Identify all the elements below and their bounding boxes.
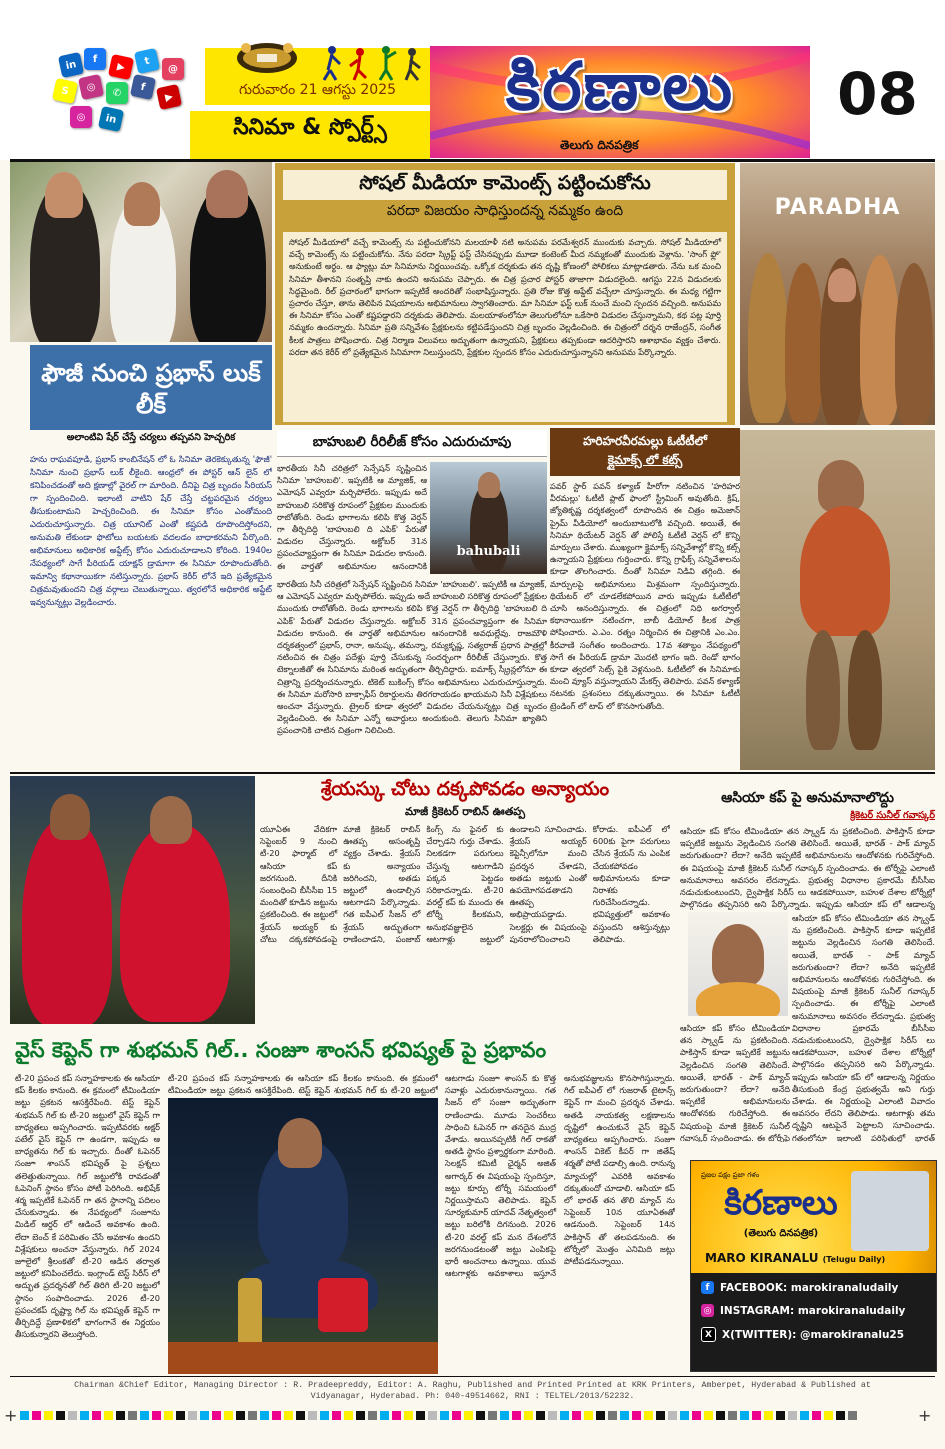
sports-emblem-icon — [232, 36, 302, 80]
color-swatch — [788, 1411, 797, 1420]
print-color-bar — [20, 1408, 925, 1422]
color-swatch — [152, 1411, 161, 1420]
x-twitter-icon: X — [701, 1327, 716, 1342]
social-cube-icon: t — [134, 48, 160, 74]
social-cube-icon: ◎ — [78, 74, 104, 100]
color-swatch — [752, 1411, 761, 1420]
color-swatch — [116, 1411, 125, 1420]
color-swatch — [164, 1411, 173, 1420]
color-swatch — [452, 1411, 461, 1420]
article-body-gill-left: టీ-20 ప్రపంచ కప్ సన్నాహకాలకు ఈ ఆసియా కప్ కీలకం కానుంది. ఈ క్రమంలో టీమిండియా జట్టు ప్రకటన ఆసక్తిరేపింది. టెస్ట్ కెప్టెన్ శుభమన్ గిల్ కు టీ-20 జట్టులో వైస్ కెప్టెన్ గా బాధ్యతలు అప్పగించారు. ఇప్పటివరకు అక్షర్ పటేల్ వైస్ కెప్టెన్ గా ఉండగా, ఇప్పుడు ఆ బాధ్యతను గిల్ కు ఇచ్చారు. దీంతో ఓపెనర్ సంజూ శాంసన్ భవిష్యత్ పై ప్రశ్నలు తలెత్తుతున్నాయి. గిల్ జట్టులోకి రావడంతో ఓపెనింగ్ స్థానం కోసం పోటీ పెరిగింది. అభిషేక్ శర్మ ఇప్పటికే ఓపెనర్ గా తన స్థానాన్ని పదిలం చేసుకున్నాడు. ఈ నేపథ్యంలో సంజూను మిడిల్ ఆర్డర్ లో ఆడించే అవకాశం ఉంది. లేదా బెంచ్ కే పరిమితం చేసే అవకాశం ఉందని విశ్లేషకులు అంచనా వేస్తున్నారు. గిల్ 2024 జూలైలో శ్రీలంకతో టీ-20 ఆడిన తర్వాత జట్టులో కనిపించలేదు. ఇంగ్లాండ్ టెస్ట్ సిరీస్ లో అద్భుత ప్రదర్శనతో గిల్ తిరిగి టీ-20 జట్టులో స్థానం సంపాదించాడు. 2026 టీ-20 ప్రపంచకప్ దృష్ట్యా గిల్ ను భవిష్యత్ కెప్టెన్ గా తీర్చిదిద్దే ప్రణాళికలో భాగంగానే ఈ నిర్ణయం తీసుకున్నారని తెలుస్తోంది. — [15, 1073, 160, 1340]
social-cube-icon: ▶ — [108, 54, 134, 80]
social-cube-icon: ◎ — [70, 106, 92, 128]
color-swatch — [284, 1411, 293, 1420]
color-swatch — [20, 1411, 29, 1420]
social-cube-icon: ▶ — [156, 84, 182, 110]
page-number: 08 — [837, 60, 918, 128]
article-body-gill-top: టీ-20 ప్రపంచ కప్ సన్నాహకాలకు ఈ ఆసియా కప్ కీలకం కానుంది. ఈ క్రమంలో టీమిండియా జట్టు ప్రకటన ఆసక్తిరేపింది. టెస్ట్ కెప్టెన్ శుభమన్ గిల్ కు టీ-20 జట్టులో — [168, 1073, 438, 1096]
color-swatch — [248, 1411, 257, 1420]
social-cube-icon: in — [98, 106, 124, 132]
article-body-social: సోషల్ మీడియాలో వచ్చే కామెంట్స్ ను పట్టించుకోనని మలయాళీ నటి అనుపమ పరమేశ్వరన్ ముందుకు వచ్చారు. సోషల్ మీడియాలో వచ్చే కామెంట్స్ ను పట్టించుకోను. నేను పరదా స్క్రిప్ట్ ఫస్ట్ చేసినప్పుడు మూడా కంటెంట్ మీద నమ్మకంతో ముందుకు వెళ్లాను. 'సాంగ్ ఫ్లో' అనుకుంటే అర్థం. ఆ ఫ్యాట్లు మా సినిమాను నిర్ణయించవు. ఒక్కోక దర్శకుడు తన దృష్టి కోణంలో పోలికలు మాట్లాడతారు. నేను ఒక మంచి సినిమా తీశానని సంతృప్తి నాకు ఉందని అనుపమ చెప్పారు. ఈ చిత్ర ప్రచార పోస్టర్ తాజాగా విడుదలైంది. ఆగస్టు 22న విడుదలకు సిద్ధమైంది. రీల్ ప్రచారంలో భాగంగా ఇప్పటికే అందరితో సంభాషిస్తున్నారు. ప్రతి రోజు కొత్త అప్డేట్ వచ్చేలా చూస్తున్నారు. ఈ మధ్య గట్టిగా ప్రచారం చేస్తూ, తాను తెలిపిన విషయాలను అభిమానులు స్వాగతించారు. మా సినిమా ఫస్ట్ లుక్ నుంచే మంచి స్పందన వచ్చింది. అనుపమ ఈ సినిమా కోసం ఎంతో కష్టపడ్డారని దర్శకుడు తెలిపారు. మలయాళంలోనూ తెలుగులోనూ ఒకేసారి విడుదల చేస్తున్నామని, కథ పట్ల పూర్తి నమ్మకం ఉందన్నారు. సినిమా ప్రతి సన్నివేశం ప్రేక్షకులను కట్టిపడేస్తుందని చిత్ర బృందం వెల్లడించింది. ఈ చిత్రంలో దర్శన రాజేంద్రన్, సంగీత కీలక పాత్రలు పోషించారు. చిత్ర నిర్మాణ విలువలు అద్భుతంగా ఉన్నాయని, ప్రేక్షకులు తప్పకుండా ఆదరిస్తారని ఆశాభావం వ్యక్తం చేశారు. పరదా తన కెరీర్ లో ప్రత్యేకమైన సినిమాగా నిలుస్తుందని, ప్రేక్షకుల స్పందన కోసం ఎదురుచూస్తున్నానని అనుపమ పేర్కొన్నారు. — [283, 232, 727, 422]
imprint-line-2: Vidyanagar, Hyderabad. Ph: 040-49514662, RNI : TELTEL/2013/52232. — [310, 1392, 635, 1401]
color-swatch — [392, 1411, 401, 1420]
ad-instagram-row[interactable] — [701, 1304, 926, 1317]
color-swatch — [572, 1411, 581, 1420]
color-swatch — [140, 1411, 149, 1420]
color-swatch — [320, 1411, 329, 1420]
social-media-cubes-graphic — [50, 46, 200, 156]
color-swatch — [296, 1411, 305, 1420]
color-swatch — [608, 1411, 617, 1420]
color-swatch — [332, 1411, 341, 1420]
article-body-gill-right: ఆటగాడు సంజూ శాంసన్ కు కొత్త సవాళ్లు ఎదురుకానున్నాయి. గత సీజన్ లో సంజూ అద్భుతంగా రాణించాడు. మూడు సెంచరీలు సాధించి ఓపెనర్ గా తనదైన ముద్ర వేశాడు. అయినప్పటికీ గిల్ రాకతో అతడి స్థానం ప్రశ్నార్థకంగా మారింది. సెలక్షన్ కమిటీ ఛైర్మన్ అజిత్ అగార్కర్ ఈ విషయంపై స్పందిస్తూ, జట్టు కూర్పు టోర్నీ సమయంలో నిర్ణయిస్తామని తెలిపాడు. కెప్టెన్ సూర్యకుమార్ యాదవ్ నేతృత్వంలో జట్టు బరిలోకి దిగనుంది. 2026 టీ-20 వరల్డ్ కప్ మన దేశంలోనే జరగనుండటంతో జట్టు ఎంపికపై భారీ అంచనాలు ఉన్నాయి. యువ ఆటగాళ్లకు అవకాశాలు ఇస్తూనే అనుభవజ్ఞులను కొనసాగిస్తున్నారు. గిల్ ఐపీఎల్ లో గుజరాత్ టైటాన్స్ కెప్టెన్ గా మంచి ప్రదర్శన చేశాడు. అతడి నాయకత్వ లక్షణాలను దృష్టిలో ఉంచుకునే వైస్ కెప్టెన్ బాధ్యతలు అప్పగించారు. సంజూ శాంసన్ వికెట్ కీపర్ గా జితేష్ శర్మతో పోటీ పడాల్సి ఉంది. రానున్న మ్యాచుల్లో ఎవరికి అవకాశం దక్కుతుందో చూడాలి. ఆసియా కప్ లో భారత్ తన తొలి మ్యాచ్ ను సెప్టెంబర్ 10న యూఏఈతో ఆడనుంది. సెప్టెంబర్ 14న పాకిస్తాన్ తో తలపడనుంది. ఈ టోర్నీలో మొత్తం ఎనిమిది జట్లు పోటీపడనున్నాయి. — [445, 1073, 675, 1279]
color-swatch — [128, 1411, 137, 1420]
instagram-icon: ◎ — [701, 1304, 714, 1317]
kicker-prabhas: అలాంటివి షేర్ చేస్తే చర్యలు తప్పవని హెచ్చరిక — [66, 432, 236, 443]
ad-masthead-sub: (తెలుగు దినపత్రిక) — [743, 1228, 819, 1239]
section-title: సినిమా & స్పోర్ట్స్ — [233, 115, 387, 140]
ad-facebook-row[interactable] — [701, 1281, 926, 1294]
ad-name-text: MARO KIRANALU — [705, 1251, 819, 1265]
social-cube-icon: ✆ — [106, 82, 128, 104]
color-swatch — [188, 1411, 197, 1420]
color-swatch — [236, 1411, 245, 1420]
masthead-tagline: తెలుగు దినపత్రిక — [560, 138, 639, 152]
gill-trophy-photo — [168, 1098, 438, 1374]
baahubali-poster — [430, 462, 547, 574]
color-swatch — [560, 1411, 569, 1420]
photo-three-men — [10, 162, 272, 342]
headline-prabhas-look-leak: ఫౌజీ నుంచి ప్రభాస్ లుక్ లీక్ — [41, 359, 261, 419]
color-swatch — [356, 1411, 365, 1420]
article-body-baahubali-top: భారతీయ సినీ చరిత్రలో సెన్సేషన్ సృష్టించిన సినిమా 'బాహుబలి'. ఇప్పటికీ ఆ మ్యాజిక్, ఆ ఎమోషన్ ఎవ్వరూ మర్చిపోలేరు. ఇప్పుడు అదే బాహుబలి సరికొత్త రూపంలో ప్రేక్షకుల ముందుకు రాబోతోంది. రెండు భాగాలను కలిపి కొత్త వెర్షన్ గా తీర్చిదిద్ది 'బాహుబలి ది ఎపిక్' పేరుతో విడుదల చేస్తున్నారు. అక్టోబర్ 31న ప్రపంచవ్యాప్తంగా ఈ సినిమా విడుదల కానుంది. ఈ వార్తతో అభిమానుల ఆనందానికి — [277, 463, 427, 571]
footer-rule — [10, 1376, 935, 1377]
color-swatch — [836, 1411, 845, 1420]
headline-shreyas: శ్రేయస్కు చోటు దక్కపోవడం అన్యాయం — [320, 778, 610, 800]
ad-name-sub: (Telugu Daily) — [822, 1255, 886, 1264]
section-divider — [10, 772, 935, 774]
headline-baahubali: బాహుబలి రీరిలీజ్ కోసం ఎదురుచూపు — [312, 434, 512, 450]
headline-harihara-line1: హరిహరవీరమల్లు ఓటీటీలో — [583, 434, 707, 448]
color-swatch — [488, 1411, 497, 1420]
color-swatch — [656, 1411, 665, 1420]
color-swatch — [692, 1411, 701, 1420]
ad-masthead: కిరణాలు — [724, 1183, 838, 1223]
color-swatch — [260, 1411, 269, 1420]
color-swatch — [632, 1411, 641, 1420]
color-swatch — [764, 1411, 773, 1420]
imprint-line-1: Chairman &Chief Editor, Managing Director : R. Pradeepreddy, Editor: A. Raghu, Published and Printed Printed at KRK Printers, Amberpet, Hyderabad & Published at — [74, 1381, 871, 1390]
color-swatch — [776, 1411, 785, 1420]
article-body-baahubali-bottom: భారతీయ సినీ చరిత్రలో సెన్సేషన్ సృష్టించిన సినిమా 'బాహుబలి'. ఇప్పటికీ ఆ మ్యాజిక్, ఆ ఎమోషన్ ఎవ్వరూ మర్చిపోలేరు. ఇప్పుడు అదే బాహుబలి సరికొత్త రూపంలో ప్రేక్షకుల ముందుకు రాబోతోంది. రెండు భాగాలను కలిపి కొత్త వెర్షన్ గా తీర్చిదిద్ది 'బాహుబలి ది ఎపిక్' పేరుతో విడుదల చేస్తున్నారు. అక్టోబర్ 31న ప్రపంచవ్యాప్తంగా ఈ సినిమా విడుదల కానుంది. ఈ వార్తతో అభిమానుల ఆనందానికి అవధుల్లేవు. రాజమౌళి దర్శకత్వంలో ప్రభాస్, రానా, అనుష్క, తమన్నా, రమ్యకృష్ణ, సత్యరాజ్ ప్రధాన పాత్రల్లో నటించిన ఈ చిత్రం పదేళ్లు పూర్తి చేసుకున్న సందర్భంగా రీరిలీజ్ చేస్తున్నారు. కొత్త టెక్నాలజీతో ఈ సినిమాను మరింత అద్భుతంగా తీర్చిదిద్దారు. ఐమాక్స్ స్క్రీన్లలోనూ ఈ చిత్రాన్ని ప్రదర్శించనున్నారు. టికెట్ బుకింగ్స్ కోసం అభిమానులు ఎదురుచూస్తున్నారు. ఈ సినిమా మరోసారి బాక్సాఫీస్ రికార్డులను తిరగరాయడం ఖాయమని సినీ విశ్లేషకులు అంచనా వేస్తున్నారు. ట్రైలర్ కూడా త్వరలో విడుదల చేయనున్నట్లు చిత్ర బృందం వెల్లడించింది. ఈ సినిమా ఎన్నో అవార్డులు అందుకుంది. తెలుగు సినిమా ఖ్యాతిని ప్రపంచానికి చాటిన చిత్రంగా నిలిచింది. — [277, 579, 547, 736]
color-swatch — [44, 1411, 53, 1420]
color-swatch — [224, 1411, 233, 1420]
color-swatch — [596, 1411, 605, 1420]
byline-uthappa: మాజీ క్రికెటర్ రాబిన్ ఊతప్ప — [404, 805, 526, 818]
color-swatch — [176, 1411, 185, 1420]
ad-small-title: ప్రజల పక్షం ప్రజా గళం — [701, 1171, 760, 1179]
sports-silhouettes-icon — [320, 40, 430, 84]
color-swatch — [416, 1411, 425, 1420]
color-swatch — [500, 1411, 509, 1420]
color-swatch — [380, 1411, 389, 1420]
ad-newspaper-image — [851, 1171, 929, 1251]
color-swatch — [620, 1411, 629, 1420]
ad-twitter-text: X(TWITTER): @marokiranalu25 — [722, 1328, 905, 1341]
pawan-kalyan-photo — [740, 430, 935, 770]
color-swatch — [680, 1411, 689, 1420]
color-swatch — [512, 1411, 521, 1420]
social-media-ad — [690, 1160, 937, 1372]
color-swatch — [824, 1411, 833, 1420]
color-swatch — [536, 1411, 545, 1420]
color-swatch — [812, 1411, 821, 1420]
subheadline-paradha: పరదా విజయం సాధిస్తుందన్న నమ్మకం ఉంది — [386, 203, 624, 219]
paradha-poster-title: PARADHA — [774, 195, 901, 220]
ad-instagram-text: INSTAGRAM: marokiranaludaily — [720, 1304, 906, 1317]
headline-social-media: సోషల్ మీడియా కామెంట్స్ పట్టించుకోను — [359, 172, 651, 194]
ad-twitter-row[interactable] — [701, 1327, 926, 1342]
color-swatch — [668, 1411, 677, 1420]
color-swatch — [56, 1411, 65, 1420]
color-swatch — [80, 1411, 89, 1420]
color-swatch — [800, 1411, 809, 1420]
article-body-prabhas: హను రాఘవపూడి, ప్రభాస్ కాంబినేషన్ లో ఓ సినిమా తెరకెక్కుతున్న 'ఫౌజీ' సినిమా నుంచి ప్రభాస్ లుక్ లీకైంది. ఆంధ్రలో ఈ పోస్టర్ ఆన్ లైన్ లో కనిపించడంతో అది క్షణాల్లో వైరల్ గా మారింది. దీనిపై చిత్ర బృందం సీరియస్ గా స్పందించింది. ఇలాంటి వాటిని షేర్ చేస్తే చట్టపరమైన చర్యలు తీసుకుంటామని హెచ్చరించింది. ఈ సినిమా కోసం ఎంతోమంది ఎదురుచూస్తున్నారు. చిత్ర యూనిట్ ఎంతో కష్టపడి రూపొందిస్తోందని, అనుమతి లేకుండా ఫొటోలు బయటకు వదలడం బాధాకరమని పేర్కొంది. అభిమానులు అధికారిక అప్డేట్స్ కోసం ఎదురుచూడాలని కోరింది. 1940ల నేపథ్యంలో సాగే పీరియడ్ యాక్షన్ డ్రామాగా ఈ సినిమా రూపొందుతోంది. ఇమాన్వి కథానాయికగా నటిస్తున్నారు. ప్రభాస్ కెరీర్ లోనే ఇది ప్రత్యేకమైన చిత్రమవుతుందని చిత్ర వర్గాలు చెబుతున్నాయి. త్వరలోనే అధికారిక అప్డేట్ ఇవ్వనున్నట్లు వెల్లడించారు. — [30, 454, 272, 607]
baahubali-poster-title: bahubali — [456, 544, 521, 559]
color-swatch — [212, 1411, 221, 1420]
color-swatch — [644, 1411, 653, 1420]
article-body-asia-cup-side: ఆసియా కప్ కోసం టీమిండియా తన స్క్వాడ్ ను ప్రకటించింది. పాకిస్తాన్ కూడా ఇప్పటికే జట్టును వెల్లడించిన సంగతి తెలిసిందే. అయితే, భారత్ - పాక్ మ్యాచ్ జరుగుతుందా? లేదా? అనేది ఇప్పటికే అభిమానులను ఆందోళనకు గురిచేస్తోంది. ఈ విషయంపై మాజీ క్రికెటర్ సునీల్ గవాస్కర్ స్పందించాడు. ఈ టోర్నీపై ఎలాంటి అనుమానాలు అవసరం లేదన్నాడు. ప్రభుత్వ విధానాల ప్రకారమే బీసీసీఐ నడుచుకుంటుందని, ద్వైపాక్షిక సిరీస్ లు ఆడకపోయినా, బహుళ దేశాల టోర్నీల్లో పాల్గొనడం తప్పనిసరి అని పేర్కొన్నాడు. ఇప్పుడు ఆసియా కప్ లో ఆడాలన్న నిర్ణయం తీసుకుంది కేంద్ర ప్రభుత్వమే అని గుర్తు చేశాడు. ఈ నిర్ణయంపై ఎలాంటి వివాదం అవసరం లేదని తెలిపాడు. ఆటగాళ్లు తమ దృష్టిని ఆటపైనే పెట్టాలని సూచించాడు. గతంలోనూ ఇలాంటి పరిస్థితుల్లో భారత్ — [792, 913, 935, 1142]
color-swatch — [272, 1411, 281, 1420]
headline-asia-cup: ఆసియా కప్ పై అనుమానాలొద్దు — [721, 790, 894, 806]
color-swatch — [548, 1411, 557, 1420]
color-swatch — [92, 1411, 101, 1420]
color-swatch — [524, 1411, 533, 1420]
color-swatch — [368, 1411, 377, 1420]
ad-social-list — [691, 1273, 936, 1371]
headline-harihara-line2: క్లైమాక్స్ లో కట్స్ — [607, 453, 683, 467]
headline-gill: వైస్ కెప్టెన్ గా శుభమన్ గిల్.. సంజూ శాంసన్ భవిష్యత్ పై ప్రభావం — [15, 1038, 547, 1062]
article-body-shreyas: యూఏఈ వేదికగా సెప్టెంబర్ 9 నుంచి టీ-20 ఫార్మాట్ లో ఆసియా కప్ జరగనుంది. దీనికి సంబంధించి బీసీసీఐ 15 మందితో కూడిన జట్టును ప్రకటించింది. ఈ జట్టులో శ్రేయస్ అయ్యర్ కు చోటు దక్కకపోవడంపై మాజీ క్రికెటర్ రాబిన్ ఊతప్ప అసంతృప్తి వ్యక్తం చేశాడు. శ్రేయస్ కు అన్యాయం జరిగిందని, అతడు జట్టులో ఉండాల్సిన ఆటగాడని పేర్కొన్నాడు. గత ఐపీఎల్ సీజన్ లో శ్రేయస్ అద్భుతంగా రాణించాడని, పంజాబ్ కింగ్స్ ను ఫైనల్ కు చేర్చాడని గుర్తు చేశాడు. నిలకడగా పరుగులు చేస్తున్న ఆటగాడిని పక్కన పెట్టడం సరికాదన్నాడు. టీ-20 వరల్డ్ కప్ కు ముందు ఈ టోర్నీ కీలకమని, అనుభవజ్ఞులైన ఆటగాళ్లు జట్టులో ఉండాలని సూచించాడు. శ్రేయస్ అయ్యర్ కెప్టెన్సీలోనూ మంచి ప్రదర్శన చేశాడని, అతడు జట్టుకు ఎంతో ఉపయోగపడతాడని ఊతప్ప అభిప్రాయపడ్డాడు. సెలక్టర్లు ఈ విషయంపై పునరాలోచించాలని కోరాడు. ఐపీఎల్ లో 600కు పైగా పరుగులు చేసిన శ్రేయస్ ను ఎంపిక చేయకపోవడం అభిమానులను కూడా నిరాశకు గురిచేసిందన్నాడు. భవిష్యత్తులో అవకాశం వస్తుందని ఆశిస్తున్నట్లు తెలిపాడు. — [260, 824, 670, 944]
newspaper-masthead: కిరణాలు — [505, 48, 735, 125]
paradha-poster — [740, 163, 935, 425]
issue-date: గురువారం 21 ఆగస్టు 2025 — [238, 82, 397, 98]
ad-facebook-text: FACEBOOK: marokiranaludaily — [720, 1281, 899, 1294]
color-swatch — [68, 1411, 77, 1420]
color-swatch — [704, 1411, 713, 1420]
social-cube-icon: @ — [162, 58, 184, 80]
registration-mark-icon: + — [918, 1406, 932, 1425]
color-swatch — [476, 1411, 485, 1420]
cricketers-photo — [10, 776, 255, 1024]
byline-gavaskar: క్రికెటర్ సునీల్ గవాస్కర్ — [850, 810, 935, 821]
color-swatch — [308, 1411, 317, 1420]
color-swatch — [104, 1411, 113, 1420]
color-swatch — [584, 1411, 593, 1420]
color-swatch — [428, 1411, 437, 1420]
ad-name — [705, 1251, 925, 1265]
color-swatch — [848, 1411, 857, 1420]
social-cube-icon: f — [130, 74, 156, 100]
color-swatch — [728, 1411, 737, 1420]
social-cube-icon: f — [84, 48, 106, 70]
color-swatch — [344, 1411, 353, 1420]
registration-mark-icon: + — [4, 1406, 18, 1425]
article-body-asia-cup-bottom: ఆసియా కప్ కోసం టీమిండియా తన స్క్వాడ్ ను ప్రకటించింది. పాకిస్తాన్ కూడా ఇప్పటికే జట్టును వెల్లడించిన సంగతి తెలిసిందే. అయితే, భారత్ - పాక్ మ్యాచ్ జరుగుతుందా? లేదా? అనేది ఇప్పటికే అభిమానులను ఆందోళనకు గురిచేస్తోంది. ఈ విషయంపై మాజీ క్రికెటర్ సునీల్ గవాస్కర్ స్పందించాడు. ఈ టోర్నీపై — [680, 1023, 790, 1142]
color-swatch — [200, 1411, 209, 1420]
gavaskar-photo — [688, 912, 788, 1016]
imprint-footer — [0, 1380, 945, 1402]
color-swatch — [440, 1411, 449, 1420]
headline-harihara — [550, 432, 740, 470]
color-swatch — [464, 1411, 473, 1420]
social-cube-icon: S — [52, 78, 78, 104]
facebook-icon: f — [701, 1281, 714, 1294]
social-cube-icon: in — [58, 52, 84, 78]
article-body-asia-cup-top: ఆసియా కప్ కోసం టీమిండియా తన స్క్వాడ్ ను ప్రకటించింది. పాకిస్తాన్ కూడా ఇప్పటికే జట్టును వెల్లడించిన సంగతి తెలిసిందే. అయితే, భారత్ - పాక్ మ్యాచ్ జరుగుతుందా? లేదా? అనేది ఇప్పటికే అభిమానులను ఆందోళనకు గురిచేస్తోంది. ఈ విషయంపై మాజీ క్రికెటర్ సునీల్ గవాస్కర్ స్పందించాడు. ఈ టోర్నీపై ఎలాంటి అనుమానాలు అవసరం లేదన్నాడు. ప్రభుత్వ విధానాల ప్రకారమే బీసీసీఐ నడుచుకుంటుందని, ద్వైపాక్షిక సిరీస్ లు ఆడకపోయినా, బహుళ దేశాల టోర్నీల్లో పాల్గొనడం తప్పనిసరి అని పేర్కొన్నాడు. ఇప్పుడు ఆసియా కప్ లో ఆడాలన్న — [680, 826, 935, 910]
article-body-harihara: పవర్ స్టార్ పవన్ కళ్యాణ్ హీరోగా నటించిన 'హరిహర వీరమల్లు' ఓటీటీ ప్లాట్ ఫాంలో స్ట్రీమింగ్ అవుతోంది. క్రిష్, జ్యోతికృష్ణ దర్శకత్వంలో రూపొందిన ఈ చిత్రం అమెజాన్ ప్రైమ్ వీడియోలో అందుబాటులోకి వచ్చింది. అయితే, ఈ సినిమా థియేటర్ వెర్షన్ తో పోలిస్తే ఓటీటీ వెర్షన్ లో కొన్ని మార్పులు చేశారు. ముఖ్యంగా క్లైమాక్స్ సన్నివేశాల్లో కొన్ని కట్స్ ఉన్నాయని ప్రేక్షకులు గుర్తించారు. కొన్ని గ్రాఫిక్స్ సన్నివేశాలను కూడా తొలగించారు. దీంతో సినిమా నిడివి తగ్గింది. ఈ మార్పులపై అభిమానులు మిశ్రమంగా స్పందిస్తున్నారు. థియేటర్ లో చూడలేకపోయిన వారు ఇప్పుడు ఓటీటీలో చూసి ఆనందిస్తున్నారు. ఈ చిత్రంలో నిధి అగర్వాల్ కథానాయికగా నటించగా, బాబీ డియోల్ కీలక పాత్ర పోషించారు. ఎ.ఎం. రత్నం నిర్మించిన ఈ చిత్రానికి ఎం.ఎం. కీరవాణి సంగీతం అందించారు. 17వ శతాబ్దం నేపథ్యంలో సాగే ఈ పీరియడ్ డ్రామా మొదటి భాగం ఇది. రెండో భాగం కూడా త్వరలో సెట్స్ పైకి వెళ్లనుంది. ఓటీటీలో ఈ సినిమాకు మంచి వ్యూస్ వస్తున్నాయని మేకర్స్ తెలిపారు. పవన్ కళ్యాణ్ నటనకు ప్రశంసలు దక్కుతున్నాయి. ఈ సినిమా ఓటీటీ ట్రెండింగ్ లో టాప్ లో కొనసాగుతోంది. — [550, 481, 740, 711]
color-swatch — [716, 1411, 725, 1420]
color-swatch — [404, 1411, 413, 1420]
color-swatch — [32, 1411, 41, 1420]
color-swatch — [740, 1411, 749, 1420]
